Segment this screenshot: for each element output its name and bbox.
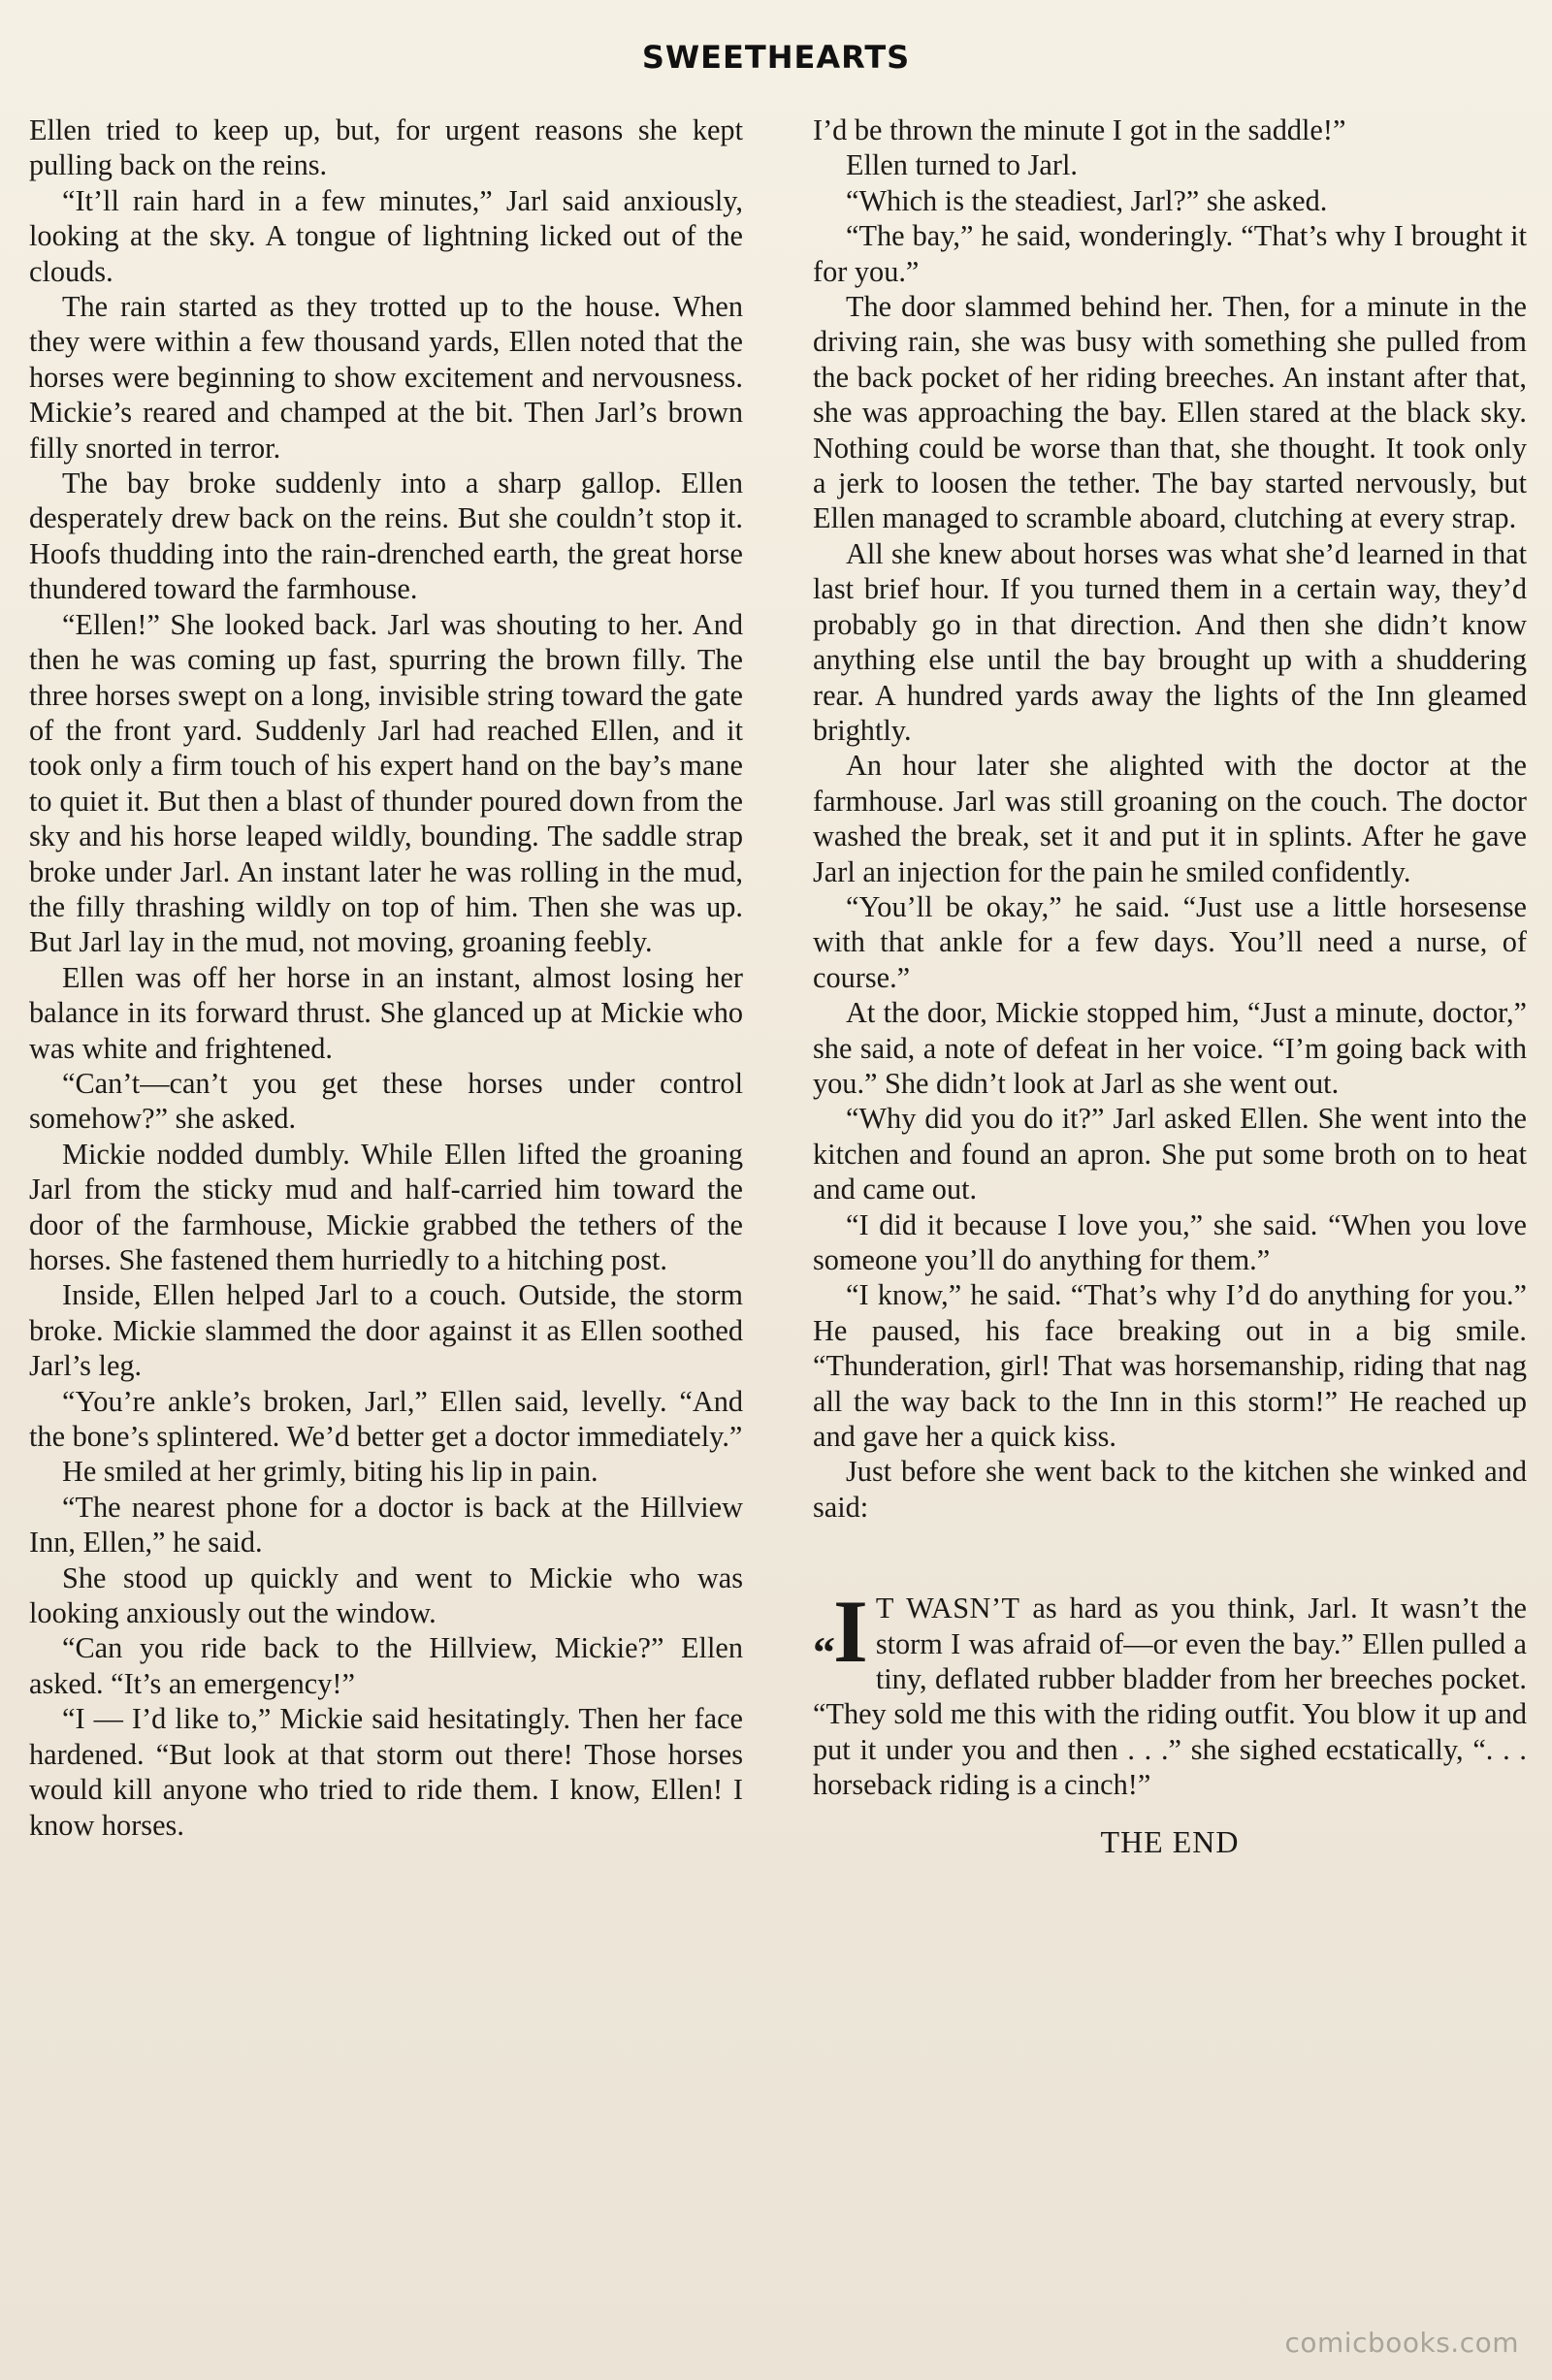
paragraph: Just before she went back to the kitchen she winked and said:	[813, 1455, 1527, 1524]
paragraph: “Can’t—can’t you get these horses under control somehow?” she asked.	[29, 1066, 743, 1136]
paragraph: At the door, Mickie stopped him, “Just a minute, doctor,” she said, a note of defeat in her voice. “I’m going back with you.” She didn’t look at Jarl as she went out.	[813, 996, 1527, 1100]
site-watermark: comicbooks.com	[1284, 2327, 1519, 2359]
paragraph: “I — I’d like to,” Mickie said hesitatingly. Then her face hardened. “But look at that storm out there! Those horses would kill anyone who tried to ride them. I know, Ellen! I know horses.	[29, 1702, 743, 1842]
paragraph: “I did it because I love you,” she said. “When you love someone you’ll do anything for them.”	[813, 1207, 1527, 1276]
paragraph: “Why did you do it?” Jarl asked Ellen. She went into the kitchen and found an apron. She put some broth on to heat and came out.	[813, 1102, 1527, 1206]
paragraph: Mickie nodded dumbly. While Ellen lifted the groaning Jarl from the sticky mud and half-carried him toward the door of the farmhouse, Mickie grabbed the tethers of the horses. She fastened them hurriedly to a hitching post.	[29, 1137, 743, 1276]
paragraph: “The nearest phone for a doctor is back at the Hillview Inn, Ellen,” he said.	[29, 1490, 743, 1560]
paragraph: “Ellen!” She looked back. Jarl was shouting to her. And then he was coming up fast, spurring the brown filly. The three horses swept on a long, invisible string toward the gate of the front yard. Suddenly Jarl had reached Ellen, and it took only a firm touch of his expert hand on the bay’s mane to quiet it. But then a blast of thunder poured down from the sky and his horse leaped wildly, bounding. The saddle strap broke under Jarl. An instant later he was rolling in the mud, the filly thrashing wildly on top of him. Then she was up. But Jarl lay in the mud, not moving, groaning feebly.	[29, 607, 743, 959]
drop-cap-block	[813, 1582, 868, 1688]
paragraph: An hour later she alighted with the doctor at the farmhouse. Jarl was still groaning on the couch. The doctor washed the break, set it and put it in splints. After he gave Jarl an injection for the pain he smiled confidently.	[813, 749, 1527, 888]
paragraph: “The bay,” he said, wonderingly. “That’s why I brought it for you.”	[813, 219, 1527, 288]
paragraph: “I know,” he said. “That’s why I’d do anything for you.” He paused, his face breaking out in a big smile. “Thunderation, girl! That was horsemanship, riding that nag all the way back to the Inn in this storm!” He reached up and gave her a quick kiss.	[813, 1278, 1527, 1454]
paragraph: Inside, Ellen helped Jarl to a couch. Outside, the storm broke. Mickie slammed the door against it as Ellen soothed Jarl’s leg.	[29, 1278, 743, 1383]
paragraph: “You’ll be okay,” he said. “Just use a little horsesense with that ankle for a few days. You’ll need a nurse, of course.”	[813, 889, 1527, 994]
paragraph: The door slammed behind her. Then, for a minute in the driving rain, she was busy with something she pulled from the back pocket of her riding breeches. An instant after that, she was approaching the bay. Ellen stared at the black sky. Nothing could be worse than that, she thought. It took only a jerk to loosen the tether. The bay started nervously, but Ellen managed to scramble aboard, clutching at every strap.	[813, 290, 1527, 535]
paragraph: Ellen tried to keep up, but, for urgent reasons she kept pulling back on the reins.	[29, 113, 743, 182]
the-end-label: THE END	[1100, 1823, 1240, 1859]
final-text: as hard as you think, Jarl. It wasn’t the storm I was afraid of—or even the bay.” Ellen pulled a tiny, deflated rubber bladder from her breeches pocket. “They sold me this with the riding outfit. You blow it up and put it under you and then . . .” she sighed ecstatically, “. . . horseback riding is a cinch!”	[813, 1592, 1527, 1802]
right-column	[813, 113, 1527, 1859]
paragraph: The rain started as they trotted up to the house. When they were within a few thousand yards, Ellen noted that the horses were beginning to show excitement and nervousness. Mickie’s reared and champed at the bit. Then Jarl’s brown filly snorted in terror.	[29, 290, 743, 465]
paragraph: “Can you ride back to the Hillview, Mickie?” Ellen asked. “It’s an emergency!”	[29, 1631, 743, 1700]
final-paragraph	[813, 1582, 1527, 1802]
open-quote-mark: “	[813, 1627, 833, 1678]
left-column	[29, 113, 743, 1843]
paragraph: “You’re ankle’s broken, Jarl,” Ellen said, levelly. “And the bone’s splintered. We’d better get a doctor immediately.”	[29, 1384, 743, 1454]
paragraph: Ellen turned to Jarl.	[846, 148, 1078, 182]
section-gap	[813, 1525, 1527, 1591]
page-header: SWEETHEARTS	[641, 39, 911, 76]
paragraph: She stood up quickly and went to Mickie who was looking anxiously out the window.	[29, 1560, 743, 1630]
paragraph: “Which is the steadiest, Jarl?” she asked.	[846, 183, 1328, 217]
paragraph: Ellen was off her horse in an instant, almost losing her balance in its forward thrust. She glanced up at Mickie who was white and frightened.	[29, 960, 743, 1065]
paragraph: The bay broke suddenly into a sharp gallop. Ellen desperately drew back on the reins. But she couldn’t stop it. Hoofs thudding into the rain-drenched earth, the great horse thundered toward the farmhouse.	[29, 466, 743, 606]
drop-cap-letter: I	[833, 1582, 868, 1682]
lead-caps: T WASN’T	[875, 1592, 1020, 1625]
paragraph: “It’ll rain hard in a few minutes,” Jarl said anxiously, looking at the sky. A tongue of lightning licked out of the clouds.	[29, 183, 743, 288]
paragraph: He smiled at her grimly, biting his lip in pain.	[62, 1455, 598, 1489]
paragraph: All she knew about horses was what she’d learned in that last brief hour. If you turned them in a certain way, they’d probably go in that direction. And then she didn’t know anything else until the bay brought up with a shuddering rear. A hundred yards away the lights of the Inn gleamed brightly.	[813, 536, 1527, 747]
paragraph: I’d be thrown the minute I got in the saddle!”	[813, 113, 1346, 146]
